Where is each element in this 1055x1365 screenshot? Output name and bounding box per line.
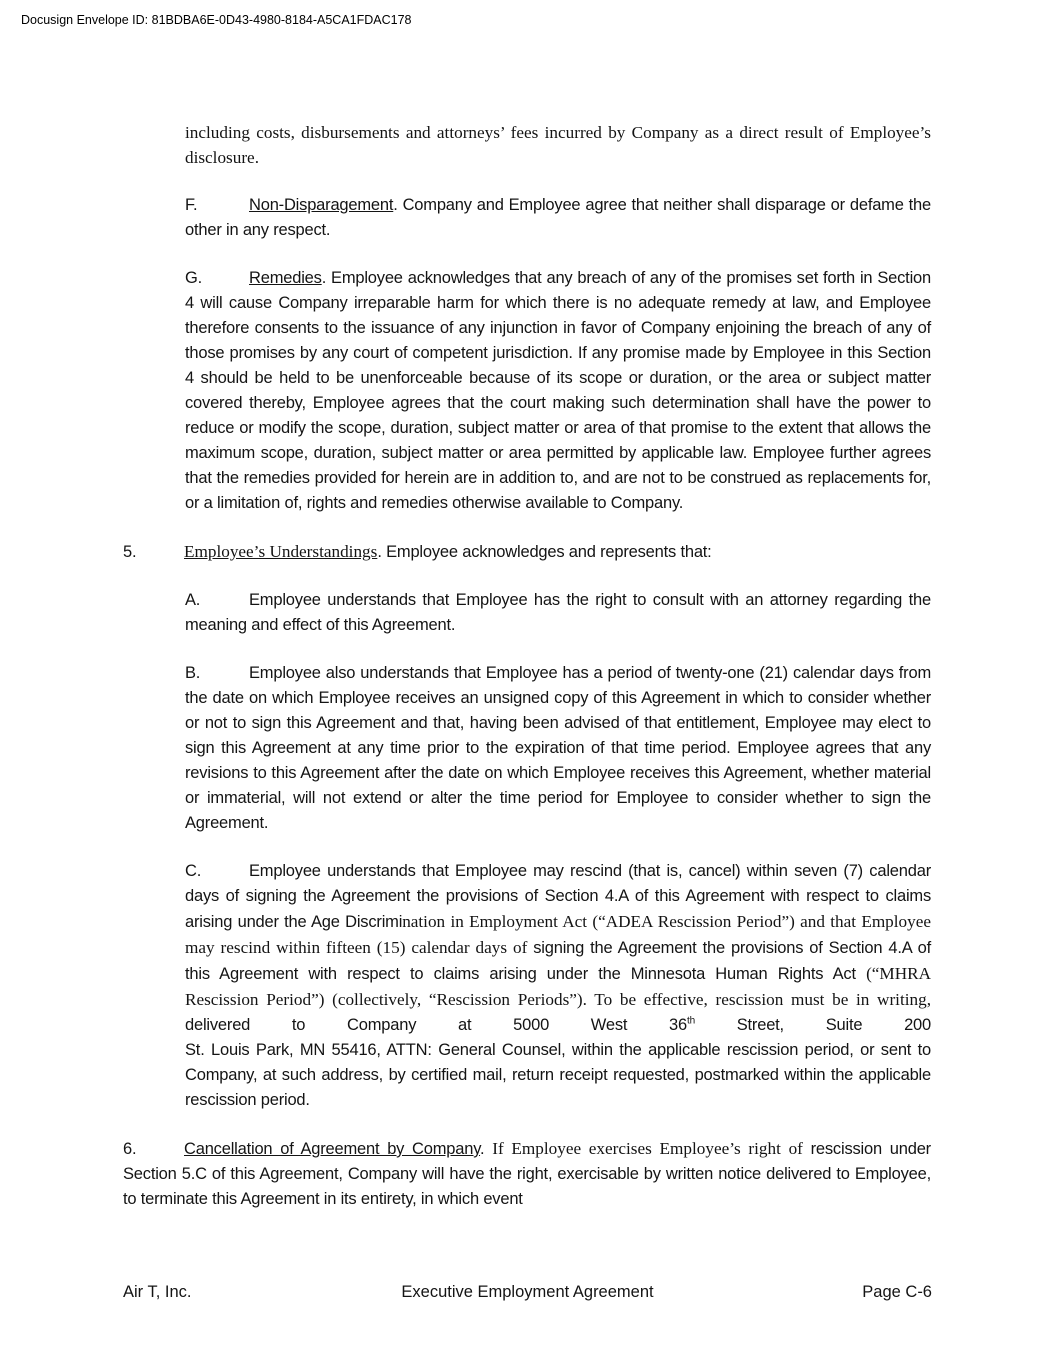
section-6-text-serif: If Employee exercises Employee’s right of	[492, 1139, 811, 1158]
paragraph-c-text-sans-2: signing the Agreement the provisions of Section 4.A of this Agreement with respect to claims arising under the Minnesota Human Rights Act	[185, 939, 931, 983]
paragraph-g-text: . Employee acknowledges that any breach of any of the promises set forth in Section 4 will cause Company irreparable harm for which there is no adequate remedy at law, and Employee therefore consents to the issuance of any injunction in favor of Company enjoining the breach of any of those promises by any court of competent jurisdiction. If any promise made by Employee in this Section 4 should be held to be unenforceable because of its scope or duration, or the area or subject matter covered thereby, Employee agrees that the court making such determination shall have the power to reduce or modify the scope, duration, subject matter or area of that promise to the extent that allows the maximum scope, duration, subject matter or area permitted by applicable law. Employee further agrees that the remedies provided for herein are in addition to, and are not to be construed as replacements for, or a limitation of, rights and remedies otherwise available to Company.	[185, 269, 931, 512]
section-5-employees-understandings	[123, 539, 931, 565]
paragraph-a-attorney	[185, 588, 931, 638]
section-6-heading: Cancellation of Agreement by Company	[184, 1140, 481, 1158]
ordinal-superscript: th	[687, 1015, 695, 1027]
address-part-2: Street, Suite 200	[694, 1016, 931, 1034]
section-5-number: 5.	[123, 543, 137, 561]
section-6-text: rescission under Section 5.C of this Agreement, Company will have the right, exercisable by written notice delivered to Employee, to terminate this Agreement in its entirety, in which event	[123, 1140, 931, 1208]
footer-page-number: Page C-6	[862, 1283, 932, 1301]
document-body	[123, 120, 931, 1235]
footer-document-title: Executive Employment Agreement	[401, 1283, 654, 1301]
paragraph-c-main-block	[185, 859, 931, 1013]
paragraph-c-closing-block: St. Louis Park, MN 55416, ATTN: General Counsel, within the applicable rescission period, or sent to Company, at such address, by certified mail, return receipt requested, postmarked within the applicable rescission period.	[185, 1041, 931, 1109]
paragraph-f-non-disparagement	[185, 193, 931, 243]
paragraph-disclosure-continuation: including costs, disbursements and attorneys’ fees incurred by Company as a direct result of Employee’s disclosure.	[185, 123, 931, 167]
docusign-envelope-id: Docusign Envelope ID: 81BDBA6E-0D43-4980-8184-A5CA1FDAC178	[21, 13, 412, 27]
section-5-heading: Employee’s Understandings	[184, 542, 378, 561]
paragraph-b-label: B.	[185, 664, 201, 682]
paragraph-g-label: G.	[185, 269, 203, 287]
paragraph-g-remedies	[185, 266, 931, 516]
paragraph-f-heading: Non-Disparagement	[249, 196, 394, 214]
section-5-text: . Employee acknowledges and represents that:	[377, 543, 712, 561]
paragraph-f-label: F.	[185, 196, 198, 214]
section-6-period: .	[480, 1140, 493, 1158]
paragraph-c-text-sans-1: Employee understands that Employee may rescind (that is, cancel) within seven (7) calendar days of signing the Agreement the provisions of Section 4.A of this Agreement with respect to claims arising under the Age Discrimi	[185, 862, 931, 931]
paragraph-b-text: Employee also understands that Employee has a period of twenty-one (21) calendar days from the date on which Employee receives an unsigned copy of this Agreement in which to consider whether or not to sign this Agreement and that, having been advised of that entitlement, Employee may elect to sign this Agreement at any time prior to the expiration of that time period. Employee agrees that any revisions to this Agreement after the date on which Employee receives this Agreement, whether material or immaterial, will not extend or alter the time period for Employee to consider whether to sign the Agreement.	[185, 664, 931, 832]
paragraph-c-text-serif-1: nation in Employment Act (“ADEA Rescission Period”) and that Employee may rescind within fifteen (15) calendar days of	[185, 912, 931, 957]
paragraph-b-consideration-period	[185, 661, 931, 836]
paragraph-c-label: C.	[185, 862, 202, 880]
address-part-1: delivered to Company at 5000 West 36	[185, 1016, 688, 1034]
paragraph-a-label: A.	[185, 591, 201, 609]
footer-company-name: Air T, Inc.	[123, 1283, 192, 1301]
paragraph-c-address-line	[185, 1013, 931, 1038]
paragraph-g-heading: Remedies	[249, 269, 322, 287]
section-6-number: 6.	[123, 1140, 137, 1158]
paragraph-a-text: Employee understands that Employee has the right to consult with an attorney regarding the meaning and effect of this Agreement.	[185, 591, 931, 634]
paragraph-c-rescission	[185, 859, 931, 1113]
paragraph-c-text-serif-2: (“MHRA Rescission Period”) (collectively, “Rescission Periods”). To be effective, rescission must be in writing,	[185, 964, 931, 1009]
paragraph-f-text: . Company and Employee agree that neither shall disparage or defame the other in any respect.	[185, 196, 931, 239]
section-6-cancellation	[123, 1136, 931, 1212]
page-footer	[0, 1280, 1055, 1305]
